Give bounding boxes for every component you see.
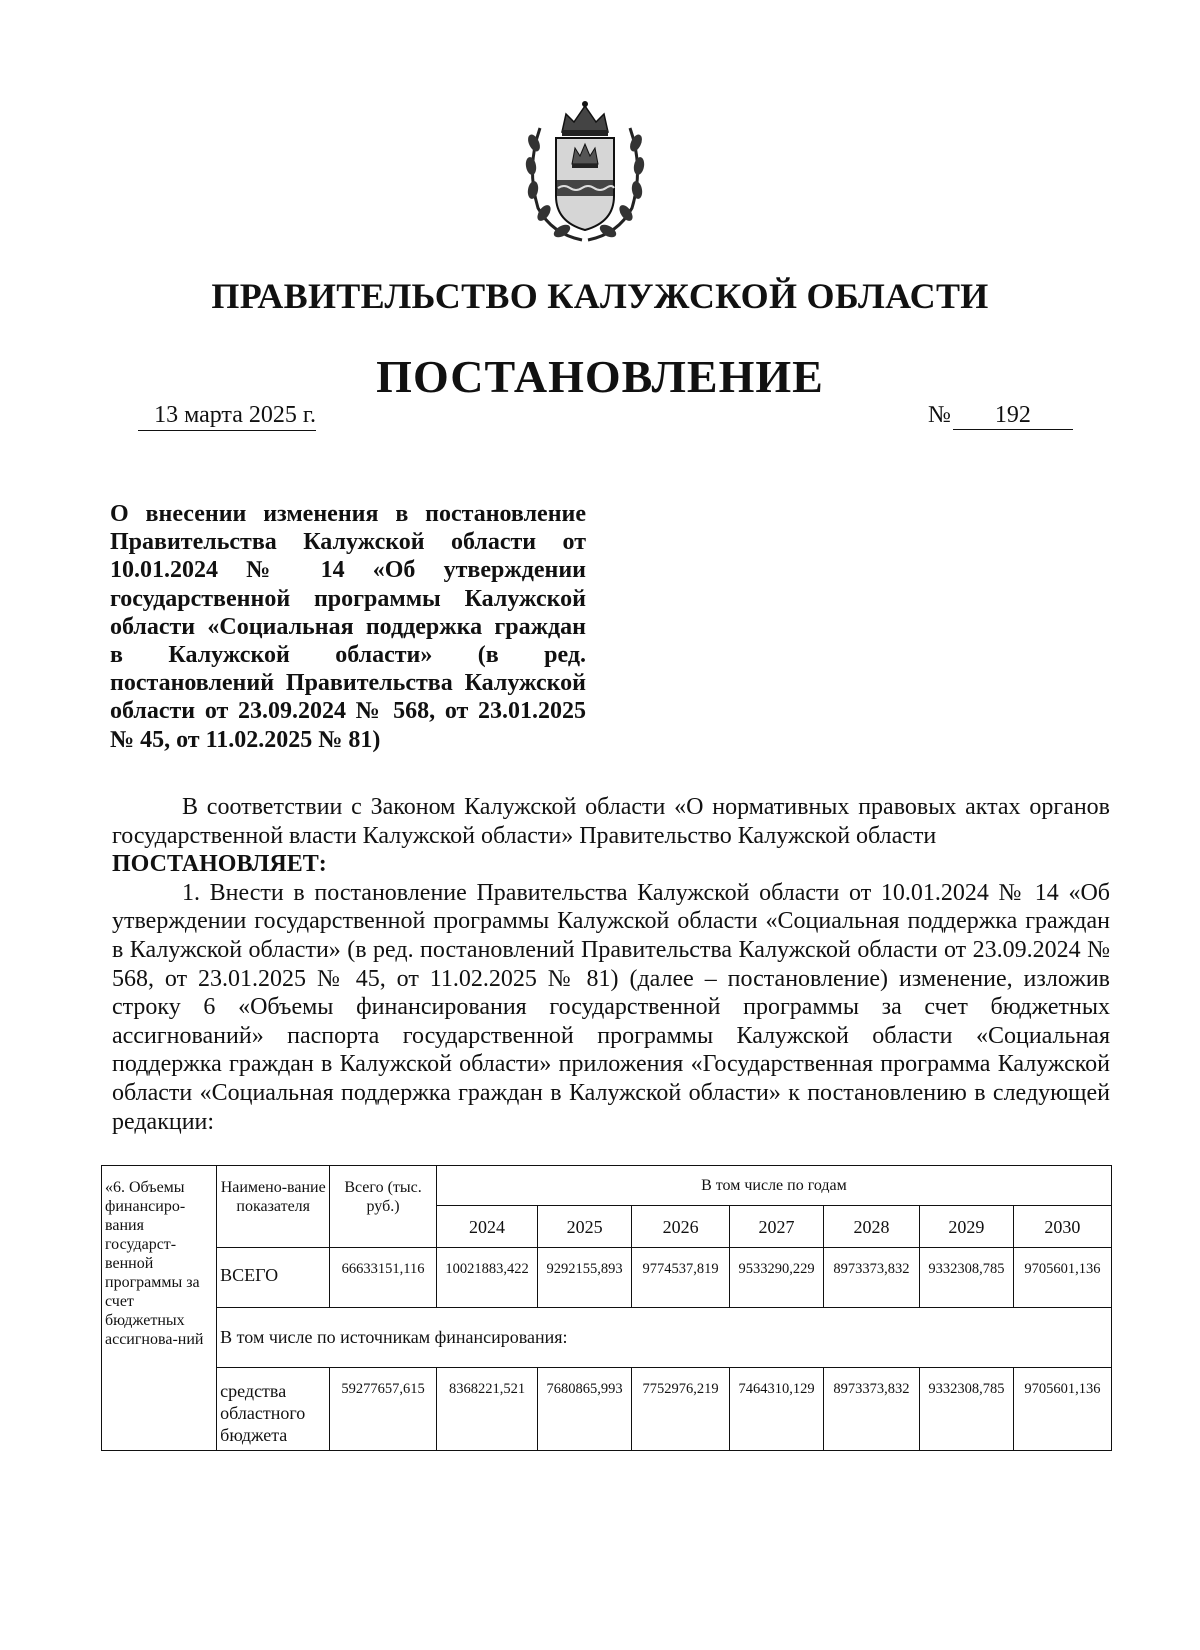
year-cell: 2030 — [1013, 1206, 1111, 1248]
year-cell: 2029 — [919, 1206, 1013, 1248]
sources-header: В том числе по источникам финансирования: — [217, 1308, 1112, 1368]
years-header: В том числе по годам — [436, 1166, 1111, 1206]
decree-word: ПОСТАНОВЛЯЕТ — [112, 851, 319, 878]
sources-header-row — [102, 1308, 1112, 1368]
regional-row-value: 7680865,993 — [538, 1368, 632, 1451]
year-cell: 2027 — [730, 1206, 824, 1248]
regional-budget-row — [102, 1368, 1112, 1451]
regional-row-value: 8368221,521 — [436, 1368, 537, 1451]
number-label: № — [928, 402, 951, 428]
year-cell: 2024 — [436, 1206, 537, 1248]
financing-table — [101, 1165, 1112, 1451]
total-row-value: 8973373,832 — [823, 1248, 919, 1308]
item-1-paragraph: 1. Внести в постановление Правительства Калужской области от 10.01.2024 № 14 «Об утверждении государственной программы Калужской области «Социальная поддержка граждан в Калужской области» (в ред. постановлений Правительства Калужской области от 23.09.2024 № 568, от 23.01.2025 № 45, от 11.02.2025 № 81) (далее – постановление) изменение, изложив строку 6 «Объемы финансирования государственной программы за счет бюджетных ассигнований» паспорта государственной программы Калужской области «Социальная поддержка граждан в Калужской области» приложения «Государственная программа Калужской области «Социальная поддержка граждан в Калужской области» к постановлению в следующей редакции: — [112, 879, 1110, 1135]
regional-row-sum: 59277657,615 — [330, 1368, 437, 1451]
total-row-sum: 66633151,116 — [330, 1248, 437, 1308]
document-number: 192 — [953, 402, 1073, 430]
regional-row-label: средства областного бюджета — [217, 1368, 330, 1451]
government-title: ПРАВИТЕЛЬСТВО КАЛУЖСКОЙ ОБЛАСТИ — [211, 276, 989, 316]
regional-row-value: 7464310,129 — [730, 1368, 824, 1451]
total-row-value: 9705601,136 — [1013, 1248, 1111, 1308]
year-cell: 2025 — [538, 1206, 632, 1248]
document-number-field — [928, 402, 1073, 430]
regional-row-value: 9332308,785 — [919, 1368, 1013, 1451]
document-subject: О внесении изменения в постановление Правительства Калужской области от 10.01.2024 № 14 «Об утверждении государственной программы Калужской области «Социальная поддержка граждан в Калужской области» (в ред. постановлений Правительства Калужской области от 23.09.2024 № 568, от 23.01.2025 № 45, от 11.02.2025 № 81) — [110, 501, 586, 753]
total-row-value: 9292155,893 — [538, 1248, 632, 1308]
total-row-label: ВСЕГО — [217, 1248, 330, 1308]
year-cell: 2028 — [823, 1206, 919, 1248]
year-cell: 2026 — [632, 1206, 730, 1248]
row-label-cell: «6. Объемы финансиро-вания государст-венной программы за счет бюджетных ассигнова-ний — [102, 1166, 217, 1451]
indicator-header: Наимено-вание показателя — [217, 1166, 330, 1248]
preamble-paragraph — [112, 793, 1110, 850]
total-row-value: 9533290,229 — [730, 1248, 824, 1308]
regional-row-value: 8973373,832 — [823, 1368, 919, 1451]
total-row-value: 10021883,422 — [436, 1248, 537, 1308]
coat-of-arms-emblem — [522, 98, 648, 244]
document-type-title: ПОСТАНОВЛЕНИЕ — [376, 351, 824, 402]
total-row — [102, 1248, 1112, 1308]
preamble-text: В соответствии с Законом Калужской области «О нормативных правовых актах органов государственной власти Калужской области» Правительство Калужской области — [112, 794, 1110, 849]
regional-row-value: 7752976,219 — [632, 1368, 730, 1451]
document-body — [112, 793, 1110, 1136]
kaluga-coat-of-arms-icon — [522, 98, 648, 244]
decree-colon: : — [318, 851, 327, 878]
total-row-value: 9332308,785 — [919, 1248, 1013, 1308]
decree-line — [112, 850, 1110, 879]
total-row-value: 9774537,819 — [632, 1248, 730, 1308]
table-header-row — [102, 1166, 1112, 1206]
document-date: 13 марта 2025 г. — [138, 402, 316, 431]
total-header: Всего (тыс. руб.) — [330, 1166, 437, 1248]
regional-row-value: 9705601,136 — [1013, 1368, 1111, 1451]
